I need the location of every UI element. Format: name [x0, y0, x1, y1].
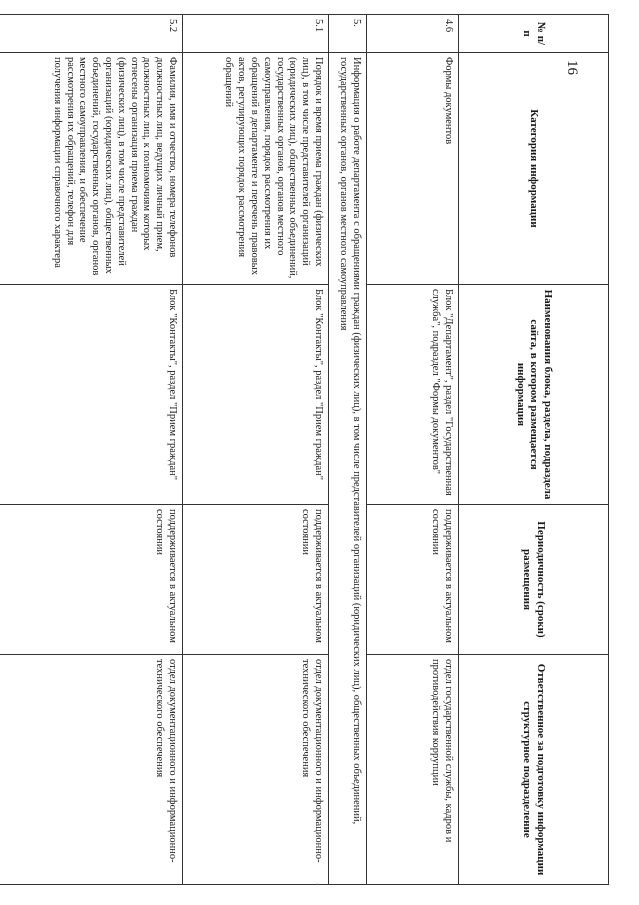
page-number: 16	[564, 60, 580, 75]
header-category: Категория информации	[459, 53, 609, 285]
row-num: 5.2	[0, 15, 183, 53]
section-row	[329, 15, 367, 885]
row-block: Блок "Департамент", раздел "Государственная служба", подраздел "Формы документов"	[367, 285, 459, 505]
row-num: 5.	[329, 15, 367, 53]
table-row	[367, 15, 459, 885]
row-block: Блок "Контакты", раздел "Прием граждан"	[0, 285, 183, 505]
row-category: Фамилия, имя и отчество, номера телефонов должностных лиц, ведущих личный прием, должностных лиц, к полномочиям которых отнесены организация приема граждан (физических лиц), в том числе представителей организаций (юридических лиц), общественных объединений, государственных органов, органов местного самоуправления, и обеспечение рассмотрения их обращений, телефон для получения информации справочного характера	[0, 53, 183, 285]
row-num: 4.6	[367, 15, 459, 53]
row-responsible: отдел государственной службы, кадров и противодействия коррупции	[367, 655, 459, 885]
header-period: Периодичность (сроки) размещения	[459, 505, 609, 655]
header-block: Наименования блока, раздела, подраздела сайта, в котором размещается информация	[459, 285, 609, 505]
header-num: № п/п	[459, 15, 609, 53]
header-responsible: Ответственное за подготовку информации структурное подразделение	[459, 655, 609, 885]
table-row	[183, 15, 329, 885]
row-period: поддерживается в актуальном состоянии	[367, 505, 459, 655]
row-period: поддерживается в актуальном состоянии	[183, 505, 329, 655]
table-row	[0, 15, 183, 885]
row-category: Порядок и время приема граждан (физических лиц), в том числе представителей организаций (юридических лиц), общественных объединений, государственных органов, органов местного самоуправления, порядок рассмотрения их обращений в департаменте и перечень правовых актов, регулирующих порядок рассмотрения обращений	[183, 53, 329, 285]
scan-speck: ·	[316, 880, 319, 889]
section-title: Информация о работе департамента с обращениями граждан (физических лиц), в том числе представителей организаций (юридических лиц), общественных объединений, государственных органов, органов местного самоуправления	[329, 53, 367, 885]
row-num: 5.1	[183, 15, 329, 53]
row-category: Формы документов	[367, 53, 459, 285]
information-table	[0, 14, 609, 885]
row-period: поддерживается в актуальном состоянии	[0, 505, 183, 655]
row-block: Блок "Контакты", раздел "Прием граждан"	[183, 285, 329, 505]
row-responsible: отдел документационного и информационно-технического обеспечения	[183, 655, 329, 885]
table-header-row	[459, 15, 609, 885]
rotated-page-content	[51, 14, 609, 884]
row-responsible: отдел документационного и информационно-технического обеспечения	[0, 655, 183, 885]
